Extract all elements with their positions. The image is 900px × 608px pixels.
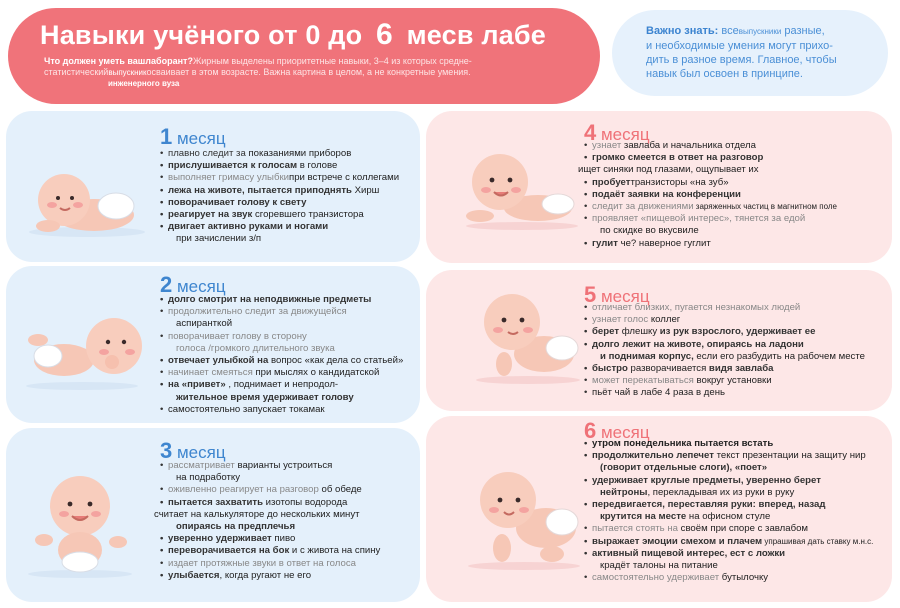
- month-5-skills: [584, 302, 865, 400]
- baby-sucking-fist-icon: [18, 300, 146, 392]
- skill-text: гулит: [592, 237, 618, 249]
- skill-annotation: об обеде: [318, 484, 362, 496]
- skill-annotation: пьёт чай в лабе 4 раза в день: [592, 387, 725, 399]
- skill-item: [160, 355, 403, 367]
- skill-annotation: заряженных частиц в магнитном поле: [693, 202, 837, 212]
- skill-item: [584, 152, 837, 164]
- skill-text: начинает смеяться: [168, 367, 253, 379]
- skill-text: опираясь на предплечья: [176, 521, 296, 533]
- skill-annotation: вокруг установки: [693, 375, 772, 387]
- skill-text: быстро: [592, 363, 628, 375]
- skill-annotation: завлаба и начальника отдела: [621, 140, 756, 151]
- skill-item: [160, 294, 403, 306]
- skill-annotation: самостоятельно запускает токамак: [168, 403, 325, 415]
- skill-item: [160, 343, 403, 355]
- skill-item: [584, 201, 837, 213]
- skill-item: [584, 213, 837, 225]
- skill-annotation: аспиранткой: [176, 318, 233, 330]
- important-note-text: Важно знать: всевыпускники разные, и необходимые умения могут прихо- дить в разное время. Главное, чтобы навык был освоен в принципе.: [646, 25, 837, 80]
- skill-text: продолжительно следит за движущейся: [168, 306, 347, 318]
- skill-item: [160, 318, 403, 330]
- skill-annotation: флешку: [619, 326, 660, 338]
- skill-item: [160, 533, 380, 545]
- skill-text: голоса /громкого длительного звука: [176, 342, 335, 354]
- skill-text: отличает близких, пугается незнакомых людей: [592, 302, 801, 313]
- skill-text: долго смотрит на неподвижные предметы: [168, 294, 372, 305]
- skill-annotation: по скидке во вкусвиле: [600, 225, 699, 237]
- skill-item: [584, 339, 865, 351]
- skill-text: оживленно реагирует на разговор: [168, 484, 319, 496]
- skill-item: [160, 209, 399, 221]
- skill-annotation: вопрос «как дела со статьей»: [268, 355, 404, 367]
- skill-item: [584, 302, 865, 314]
- skill-text: долго лежит на животе, опираясь на ладони: [592, 338, 804, 350]
- skill-annotation: транзисторы «на зуб»: [630, 176, 729, 188]
- skill-annotation: , когда ругают не его: [219, 569, 312, 581]
- skill-item: [160, 185, 399, 197]
- skill-annotation: на подработку: [176, 472, 241, 484]
- skill-text: берет: [592, 326, 620, 338]
- skill-annotation: сгоревшего транзистора: [252, 209, 364, 221]
- skill-text: поворачивает голову в сторону: [168, 330, 307, 342]
- skill-item: [584, 314, 865, 326]
- skill-text: передвигается, переставляя руки: вперед, назад: [592, 499, 826, 511]
- skill-item: [160, 545, 380, 557]
- skill-item: [160, 472, 380, 484]
- skill-text: выражает эмоции смехом и плачем: [592, 535, 763, 547]
- skill-item: [160, 160, 399, 172]
- skill-text: активный пищевой интерес, ест с ложки: [592, 547, 786, 559]
- skill-item: [160, 233, 399, 245]
- month-1-skills: [160, 148, 399, 246]
- skill-item: [584, 140, 837, 152]
- skill-item: [584, 387, 865, 399]
- skill-text: пытается стоять на: [592, 523, 678, 535]
- skill-item: [584, 225, 837, 237]
- skill-text: подаёт заявки на конференции: [592, 188, 741, 200]
- skill-tail: видя завлаба: [706, 363, 774, 375]
- month-1-title: 1 месяц: [160, 124, 226, 149]
- skill-annotation: , поднимает и непродол-: [225, 379, 339, 391]
- skill-item: [160, 558, 380, 570]
- month-4-title: 4 месяц: [584, 120, 650, 145]
- skill-text: выполняет гримасу улыбки: [168, 172, 289, 184]
- skill-text: удерживает круглые предметы, уверенно берет: [592, 474, 821, 486]
- page-title: Навыки учёного от 0 до 6 месв лабе: [40, 18, 546, 51]
- skill-tail: из рук взрослого, удерживает ее: [659, 326, 816, 338]
- skill-text: плавно следит за: [168, 148, 246, 159]
- skill-item: [584, 487, 873, 499]
- skill-text: издает протяжные звуки в ответ на голоса: [168, 557, 356, 569]
- skill-text: двигает активно руками и ногами: [168, 221, 329, 233]
- skill-text: продолжительно лепечет: [592, 450, 714, 462]
- skill-text: прислушивается к голосам: [168, 160, 298, 172]
- skill-item: [584, 511, 873, 523]
- skill-text: рассматривает: [168, 460, 235, 471]
- skill-annotation: разворачивается: [627, 363, 707, 375]
- skill-item: [160, 521, 380, 533]
- skill-annotation: , перекладывая их из руки в руку: [647, 486, 795, 498]
- skill-annotation: упрашивая дать ставку м.н.с.: [762, 536, 874, 546]
- skill-text: нейтроны: [600, 486, 648, 498]
- skill-item: [138, 509, 380, 521]
- skill-annotation: и с живота на спину: [289, 545, 381, 557]
- skill-item: [584, 375, 865, 387]
- skill-text: жительное время удерживает голову: [176, 391, 354, 403]
- skill-text: самостоятельно удерживает: [592, 572, 720, 584]
- baby-crawling-forward-icon: [462, 462, 586, 572]
- skill-text: громко смеется в ответ на разговор: [592, 152, 764, 164]
- skill-item: [584, 523, 873, 535]
- skill-item: [160, 197, 399, 209]
- skill-annotation: изотопы водорода: [263, 496, 348, 508]
- skill-annotation: при зачислении з/п: [176, 233, 262, 245]
- skill-text: узнает: [592, 140, 622, 151]
- skill-annotation: Хирш: [351, 184, 380, 196]
- month-6-title: 6 месяц: [584, 418, 650, 443]
- page-subtitle: Что должен уметь вашлаборант?Жирным выделены приоритетные навыки, 3–4 из которых средне- статистическийвыпускникосваивает в этом возрасте. Важна картина в целом, а не конкретные умения. инженерного вуза: [44, 56, 472, 88]
- skill-annotation: в голове: [297, 160, 338, 172]
- month-3-title: 3 месяц: [160, 438, 226, 463]
- skill-item: [160, 484, 380, 496]
- skill-text: узнает голос: [592, 314, 649, 326]
- month-4-skills: [578, 140, 837, 250]
- skill-annotation: при мыслях о кандидатской: [252, 367, 380, 379]
- skill-annotation: на офисном стуле: [686, 511, 771, 523]
- skill-annotation: чe? наверное гуглит: [617, 237, 711, 249]
- skill-text: уверенно удерживает: [168, 533, 272, 545]
- baby-on-back-icon: [20, 470, 142, 580]
- skill-item: [160, 221, 399, 233]
- skill-item: [584, 475, 873, 487]
- skill-item: [584, 351, 865, 363]
- skill-text: следит за движениями: [592, 201, 694, 213]
- skill-item: [160, 497, 380, 509]
- skill-annotation: крадёт талоны на питание: [600, 560, 718, 572]
- skill-item: [160, 392, 403, 404]
- skill-annotation: пиво: [271, 533, 296, 545]
- skill-annotation: при встрече с коллегами: [289, 172, 400, 184]
- skill-item: [584, 450, 873, 462]
- skill-item: [160, 148, 399, 160]
- skill-text: на «привет»: [168, 379, 226, 391]
- skill-text: может перекатываться: [592, 375, 694, 387]
- skill-text: реагирует на звук: [168, 209, 253, 221]
- skill-item: [584, 177, 837, 189]
- baby-crawling-icon: [468, 282, 586, 386]
- skill-annotation: текст презентации на защиту нир: [713, 450, 866, 462]
- skill-item: [160, 331, 403, 343]
- skill-item: [562, 164, 837, 176]
- skill-text: улыбается: [168, 569, 220, 581]
- skill-text: пробует: [592, 176, 631, 188]
- skill-text: поворачивает голову к свету: [168, 196, 307, 208]
- skill-item: [584, 438, 873, 450]
- skill-item: [584, 548, 873, 560]
- skill-annotation: бутылочку: [719, 572, 769, 584]
- skill-annotation: если его разбудить на рабочем месте: [693, 350, 865, 362]
- skill-annotation: считает на калькуляторе до нескольких минут: [154, 508, 360, 520]
- skill-item: [584, 536, 873, 548]
- skill-text: пытается захватить: [168, 496, 264, 508]
- month-5-title: 5 месяц: [584, 282, 650, 307]
- month-2-title: 2 месяц: [160, 272, 226, 297]
- skill-text: переворачивается на бок: [168, 545, 290, 557]
- skill-item: [160, 306, 403, 318]
- skill-text: лежа на животе, пытается приподнять: [168, 184, 352, 196]
- skill-item: [160, 404, 403, 416]
- month-3-skills: [154, 460, 381, 582]
- skill-item: [160, 367, 403, 379]
- skill-annotation: своём при споре с завлабом: [677, 523, 809, 535]
- skill-annotation: ищет синяки под глазами, ощупывает их: [578, 164, 759, 176]
- skill-item: [160, 172, 399, 184]
- skill-text: проявляет «пищевой интерес», тянется за едой: [592, 213, 806, 225]
- skill-item: [584, 189, 837, 201]
- skill-item: [160, 460, 380, 472]
- skill-item: [584, 462, 873, 474]
- skill-item: [584, 238, 837, 250]
- skill-item: [584, 326, 865, 338]
- skill-item: [584, 363, 865, 375]
- skill-annotation: утром понедельника пытается встать: [592, 438, 774, 449]
- skill-item: [160, 570, 380, 582]
- skill-annotation: варианты устроиться: [234, 460, 333, 471]
- skill-text: и поднимая корпус,: [600, 350, 694, 362]
- skill-text: отвечает улыбкой на: [168, 355, 269, 367]
- skill-item: [584, 572, 873, 584]
- baby-tummy-time-icon: [460, 146, 582, 232]
- skill-text: крутится на месте: [600, 511, 687, 523]
- skill-item: [160, 379, 403, 391]
- month-6-skills: [584, 438, 873, 584]
- skill-annotation: коллег: [648, 314, 681, 326]
- baby-lying-icon: [24, 160, 150, 240]
- skill-item: [584, 499, 873, 511]
- skill-text: (говорит отдельные слоги), «поет»: [600, 462, 768, 474]
- month-2-skills: [160, 294, 403, 416]
- skill-item: [584, 560, 873, 572]
- skill-annotation: показаниями приборов: [245, 148, 352, 159]
